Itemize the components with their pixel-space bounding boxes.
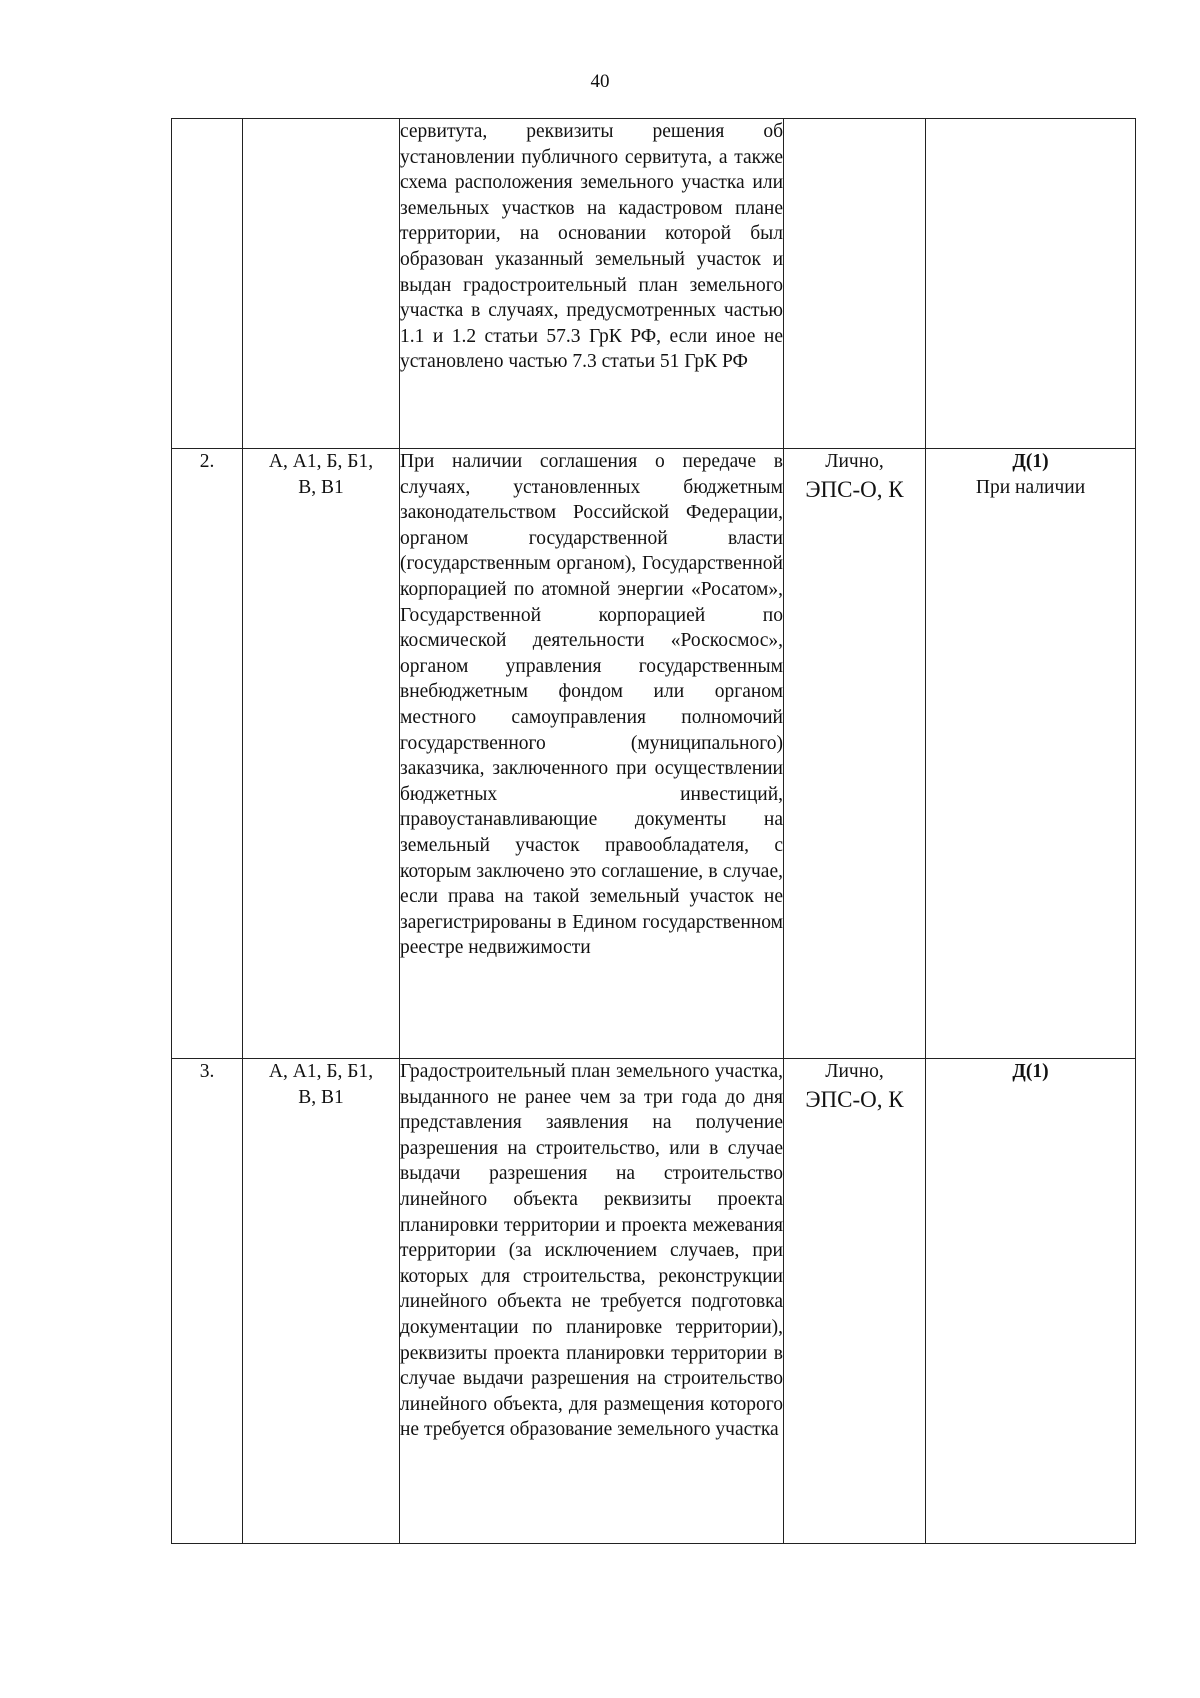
requirements-table (171, 118, 1136, 1544)
categories-cell (243, 1059, 400, 1544)
categories-cell (243, 449, 400, 1059)
row-number-cell (172, 449, 243, 1059)
row-number-cell (172, 1059, 243, 1544)
row-number: 2. (199, 451, 215, 472)
description-text: сервитута, реквизиты решения об установлении публичного сервитута, а также схема расположения земельного участка или земельных участков на кадастровом плане территории, на основании которой был образован указанный земельный участок и выдан градостроительный план земельного участка в случаях, предусмотренных частью 1.1 и 1.2 статьи 57.3 ГрК РФ, если иное не установлено частью 7.3 статьи 51 ГрК РФ (400, 121, 783, 373)
mark-code: Д(1) (1012, 1061, 1049, 1082)
description-cell (400, 119, 784, 449)
mark-code: Д(1) (1012, 451, 1049, 472)
categories-line: В, В1 (298, 1086, 344, 1108)
categories-line: В, В1 (298, 476, 344, 498)
table-row (172, 449, 1136, 1059)
description-text: Градостроительный план земельного участка, выданного не ранее чем за три года до дня представления заявления на получение разрешения на строительство, или в случае выдачи разрешения на строительство линейного объекта реквизиты проекта планировки территории и проекта межевания территории (за исключением случаев, при которых для строительства, реконструкции линейного объекта не требуется подготовка документации по планировке территории), реквизиты проекта планировки территории в случае выдачи разрешения на строительство линейного объекта, для размещения которого не требуется образование земельного участка (400, 1061, 783, 1441)
method-line: ЭПС-О, К (805, 1086, 904, 1112)
table-row (172, 119, 1136, 449)
row-number-cell (172, 119, 243, 449)
method-line: Лично, (825, 1061, 884, 1082)
method-line: ЭПС-О, К (805, 476, 904, 502)
categories-line: А, А1, Б, Б1, (268, 451, 374, 472)
mark-cell (926, 449, 1136, 1059)
description-text: При наличии соглашения о передаче в случаях, установленных бюджетным законодательством Российской Федерации, органом государственной власти (государственным органом), Государственной корпорацией по атомной энергии «Росатом», Государственной корпорацией по космической деятельности «Роскосмос», органом управления государственным внебюджетным фондом или органом местного самоуправления полномочий государственного (муниципального) заказчика, заключенного при осуществлении бюджетных инвестиций, правоустанавливающие документы на земельный участок правообладателя, с которым заключено это соглашение, в случае, если права на такой земельный участок не зарегистрированы в Едином государственном реестре недвижимости (400, 451, 783, 959)
categories-line: А, А1, Б, Б1, (268, 1061, 374, 1082)
description-cell (400, 449, 784, 1059)
row-number: 3. (199, 1061, 215, 1082)
method-line: Лично, (825, 451, 884, 472)
mark-cell (926, 119, 1136, 449)
mark-note: При наличии (975, 476, 1086, 498)
method-cell (784, 449, 926, 1059)
method-cell (784, 119, 926, 449)
method-cell (784, 1059, 926, 1544)
categories-cell (243, 119, 400, 449)
description-cell (400, 1059, 784, 1544)
table-row (172, 1059, 1136, 1544)
page-number: 40 (590, 71, 610, 92)
mark-cell (926, 1059, 1136, 1544)
